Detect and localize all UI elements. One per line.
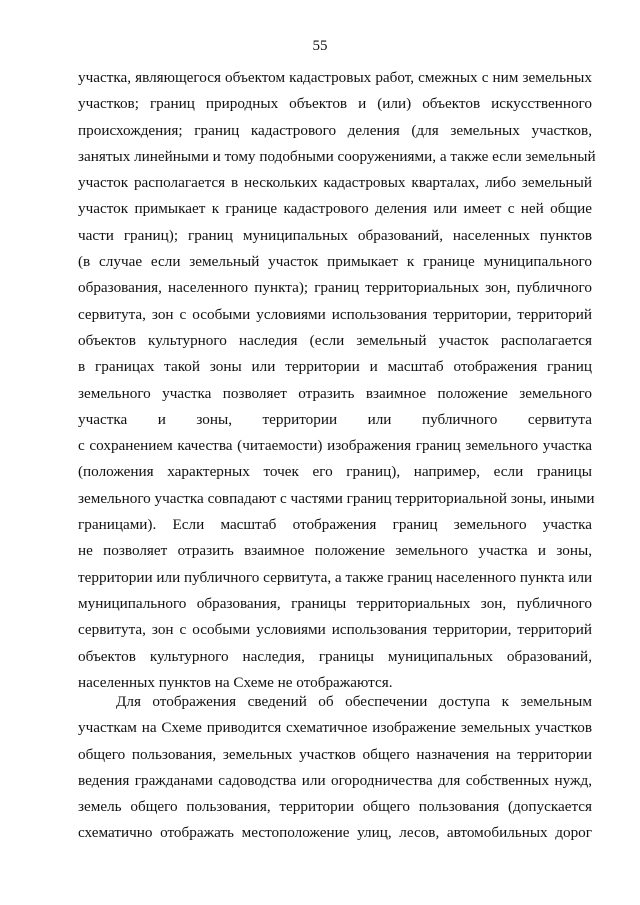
- paragraph-2: [78, 689, 592, 847]
- text-line: объектов культурного наследия, границы муниципальных образований,: [78, 647, 592, 665]
- text-line: сервитута, зон с особыми условиями использования территории, территорий: [78, 305, 592, 323]
- text-line: схематично отображать местоположение улиц, лесов, автомобильных дорог: [78, 824, 592, 842]
- text-line: муниципального образования, границы территориальных зон, публичного: [78, 594, 592, 612]
- text-line: (положения характерных точек его границ), например, если границы: [78, 463, 592, 481]
- text-line: объектов культурного наследия (если земельный участок располагается: [78, 331, 592, 349]
- text-line: ведения гражданами садоводства или огородничества для собственных нужд,: [78, 771, 592, 789]
- text-line: земельного участка совпадают с частями границ территориальной зоны, иными: [78, 489, 595, 507]
- text-line: участок располагается в нескольких кадастровых кварталах, либо земельный: [78, 174, 592, 192]
- text-line: Для отображения сведений об обеспечении доступа к земельным: [116, 693, 592, 710]
- paragraph-1: [78, 65, 596, 696]
- text-line: занятых линейными и тому подобными сооружениями, а также если земельный: [78, 147, 596, 165]
- text-line: не позволяет отразить взаимное положение земельного участка и зоны,: [78, 542, 592, 560]
- text-line: сервитута, зон с особыми условиями использования территории, территорий: [78, 621, 592, 639]
- text-line: территории или публичного сервитута, а также границ населенного пункта или: [78, 568, 593, 586]
- text-line: участков; границ природных объектов и (или) объектов искусственного: [78, 95, 592, 113]
- text-line: части границ); границ муниципальных образований, населенных пунктов: [78, 226, 592, 244]
- text-line: (в случае если земельный участок примыкает к границе муниципального: [78, 253, 592, 271]
- page-number: 55: [312, 38, 328, 54]
- text-line: земель общего пользования, территории общего пользования (допускается: [78, 798, 592, 816]
- text-line: с сохранением качества (читаемости) изображения границ земельного участка: [78, 437, 592, 455]
- text-line: границами). Если масштаб отображения границ земельного участка: [78, 516, 592, 534]
- text-line: общего пользования, земельных участков общего назначения на территории: [78, 745, 592, 763]
- text-line: участка и зоны, территории или публичного сервитута: [78, 410, 592, 428]
- text-line: участок примыкает к границе кадастрового деления или имеет с ней общие: [78, 200, 592, 218]
- text-line: образования, населенного пункта); границ территориальных зон, публичного: [78, 279, 592, 297]
- text-line: земельного участка позволяет отразить взаимное положение земельного: [78, 384, 592, 402]
- text-line: происхождения; границ кадастрового деления (для земельных участков,: [78, 121, 592, 139]
- text-line: участкам на Схеме приводится схематичное изображение земельных участков: [78, 719, 592, 737]
- text-line: населенных пунктов на Схеме не отображаются.: [78, 673, 393, 691]
- text-line: в границах такой зоны или территории и масштаб отображения границ: [78, 358, 592, 376]
- text-line: участка, являющегося объектом кадастровых работ, смежных с ним земельных: [78, 69, 592, 86]
